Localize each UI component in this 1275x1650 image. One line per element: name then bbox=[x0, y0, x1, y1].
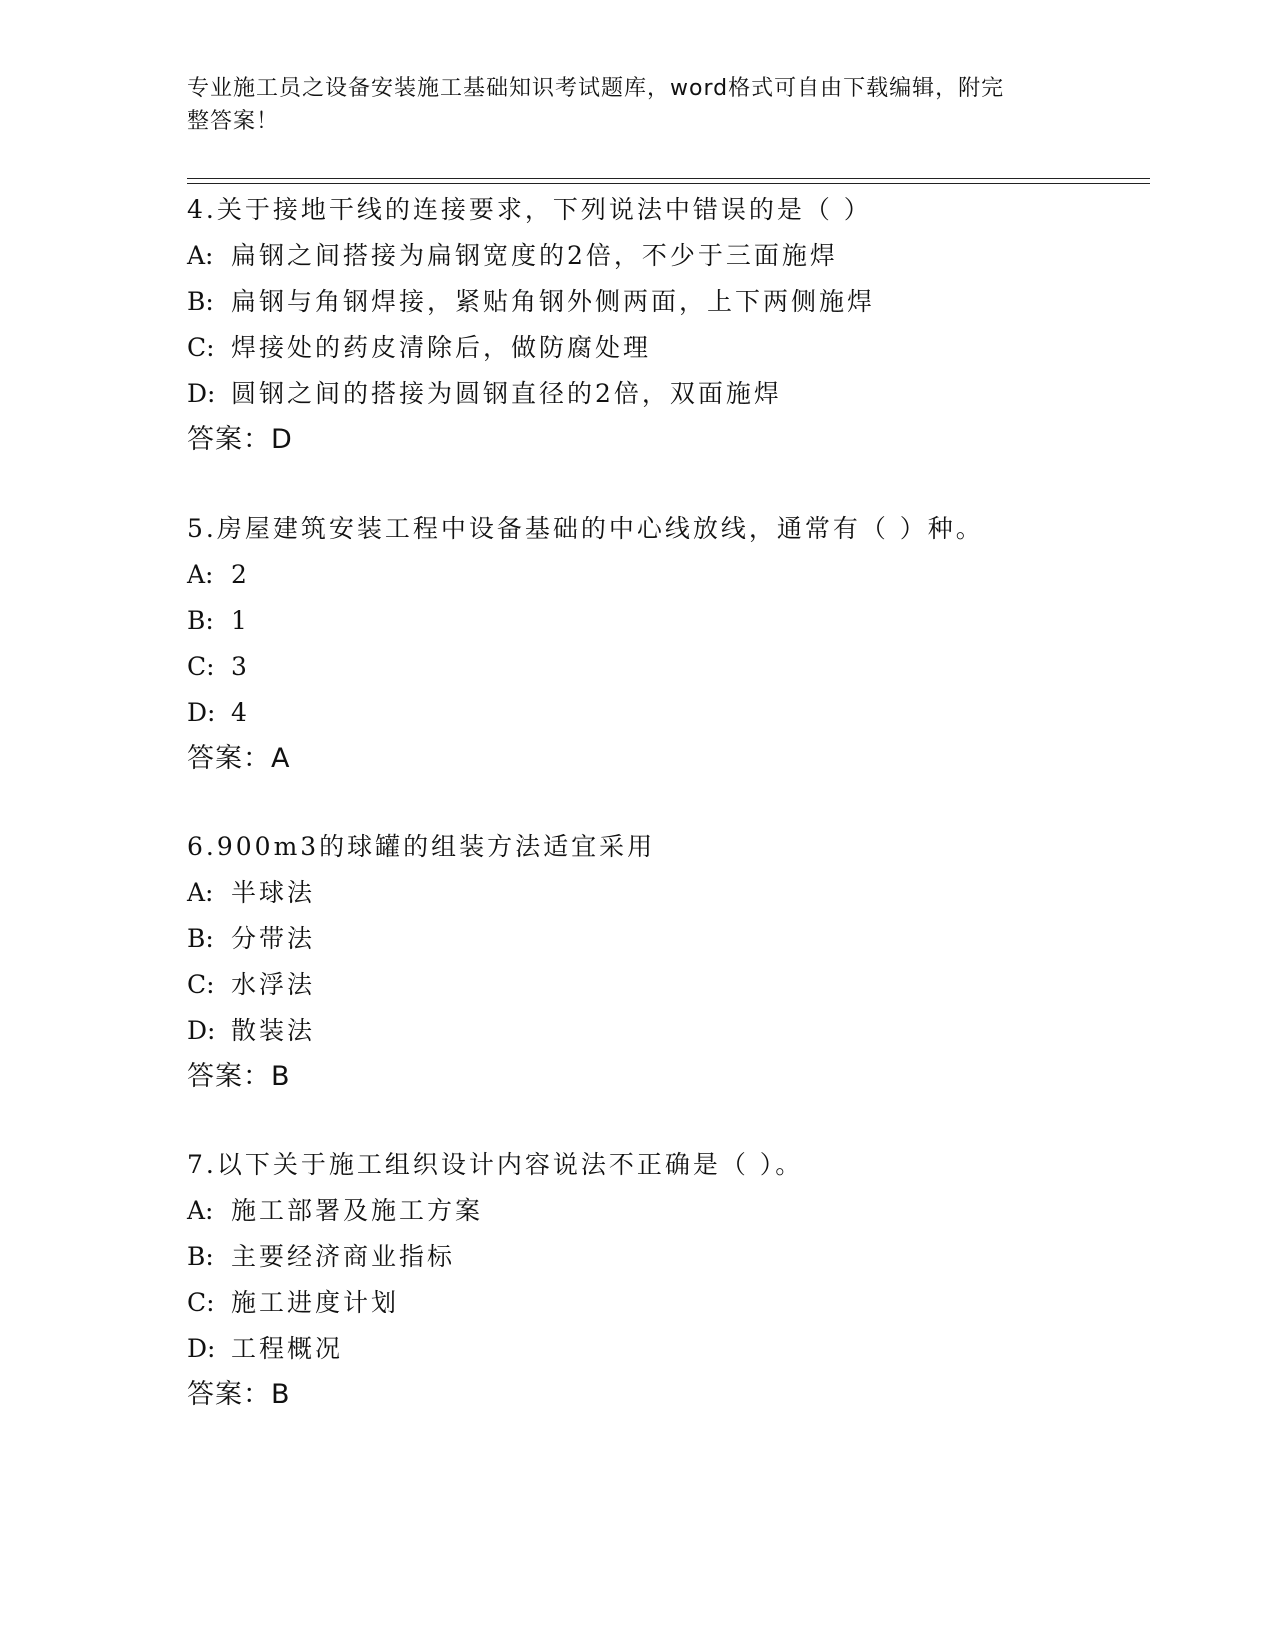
question-stem: 5.房屋建筑安装工程中设备基础的中心线放线，通常有（ ）种。 bbox=[187, 514, 984, 543]
option-b bbox=[187, 598, 1147, 644]
option-c bbox=[187, 325, 1147, 371]
option-text: 扁钢之间搭接为扁钢宽度的2倍，不少于三面施焊 bbox=[231, 241, 838, 270]
answer-line: 答案：D bbox=[187, 424, 293, 455]
option-letter: C: bbox=[187, 333, 215, 362]
option-text: 1 bbox=[231, 606, 250, 635]
option-a bbox=[187, 870, 1147, 916]
option-c bbox=[187, 1280, 1147, 1326]
option-d bbox=[187, 371, 1147, 417]
question-6 bbox=[187, 824, 1147, 1100]
question-stem: 4.关于接地干线的连接要求，下列说法中错误的是（ ） bbox=[187, 195, 872, 224]
option-letter: A: bbox=[187, 241, 214, 270]
option-letter: D: bbox=[187, 379, 216, 408]
document-header bbox=[187, 72, 1067, 138]
option-letter: C: bbox=[187, 1288, 215, 1317]
option-text: 半球法 bbox=[231, 878, 316, 907]
answer-line: 答案：B bbox=[187, 1061, 291, 1092]
option-text: 分带法 bbox=[231, 924, 316, 953]
option-text: 工程概况 bbox=[231, 1334, 344, 1363]
question-stem: 6.900m3的球罐的组装方法适宜采用 bbox=[187, 832, 656, 861]
option-text: 水浮法 bbox=[231, 970, 316, 999]
option-text: 施工进度计划 bbox=[231, 1288, 400, 1317]
header-divider-bottom bbox=[187, 183, 1150, 184]
option-letter: B: bbox=[187, 606, 214, 635]
question-5 bbox=[187, 506, 1147, 782]
option-text: 扁钢与角钢焊接，紧贴角钢外侧两面，上下两侧施焊 bbox=[231, 287, 876, 316]
question-7 bbox=[187, 1142, 1147, 1418]
option-b bbox=[187, 1234, 1147, 1280]
option-d bbox=[187, 690, 1147, 736]
option-letter: D: bbox=[187, 1334, 216, 1363]
option-text: 主要经济商业指标 bbox=[231, 1242, 456, 1271]
header-line-2: 整答案！ bbox=[187, 109, 280, 134]
header-divider-top bbox=[187, 178, 1150, 179]
answer-line: 答案：A bbox=[187, 743, 291, 774]
header-line-1: 专业施工员之设备安装施工基础知识考试题库，word格式可自由下载编辑，附完 bbox=[187, 76, 1005, 101]
option-letter: C: bbox=[187, 970, 215, 999]
option-text: 散装法 bbox=[231, 1016, 316, 1045]
option-b bbox=[187, 279, 1147, 325]
answer-line: 答案：B bbox=[187, 1379, 291, 1410]
option-text: 焊接处的药皮清除后，做防腐处理 bbox=[231, 333, 652, 362]
option-text: 3 bbox=[231, 652, 250, 681]
option-letter: A: bbox=[187, 560, 214, 589]
question-stem: 7.以下关于施工组织设计内容说法不正确是（ ）。 bbox=[187, 1150, 804, 1179]
option-c bbox=[187, 962, 1147, 1008]
option-letter: C: bbox=[187, 652, 215, 681]
option-a bbox=[187, 1188, 1147, 1234]
option-letter: B: bbox=[187, 1242, 214, 1271]
option-b bbox=[187, 916, 1147, 962]
option-a bbox=[187, 233, 1147, 279]
option-c bbox=[187, 644, 1147, 690]
question-4 bbox=[187, 187, 1147, 463]
option-letter: A: bbox=[187, 878, 214, 907]
option-text: 施工部署及施工方案 bbox=[231, 1196, 484, 1225]
option-d bbox=[187, 1008, 1147, 1054]
option-letter: A: bbox=[187, 1196, 214, 1225]
option-text: 圆钢之间的搭接为圆钢直径的2倍，双面施焊 bbox=[231, 379, 782, 408]
option-text: 4 bbox=[231, 698, 250, 727]
option-letter: D: bbox=[187, 698, 216, 727]
option-letter: D: bbox=[187, 1016, 216, 1045]
option-letter: B: bbox=[187, 287, 214, 316]
option-letter: B: bbox=[187, 924, 214, 953]
option-a bbox=[187, 552, 1147, 598]
option-d bbox=[187, 1326, 1147, 1372]
option-text: 2 bbox=[231, 560, 250, 589]
